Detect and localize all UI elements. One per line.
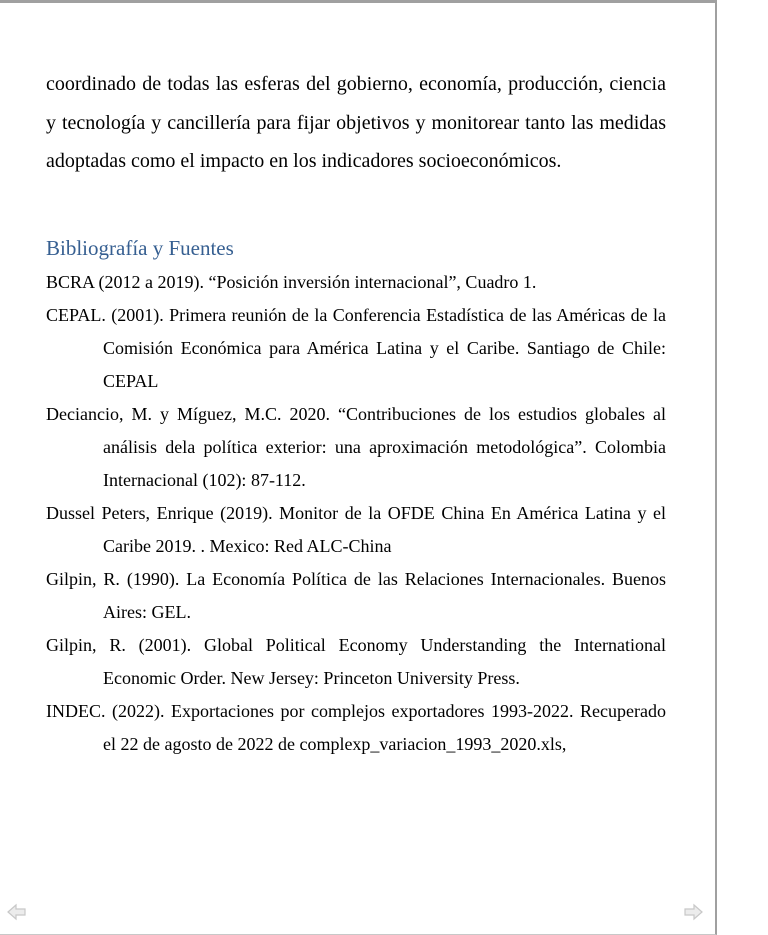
bibliography-entry-dussel: Dussel Peters, Enrique (2019). Monitor de la OFDE China En América Latina y el Caribe 2019. . Mexico: Red ALC-China [46, 503, 666, 556]
arrow-left-icon [6, 902, 28, 922]
bibliography-entry-cepal: CEPAL. (2001). Primera reunión de la Conferencia Estadística de las Américas de la Comisión Económica para América Latina y el Caribe. Santiago de Chile: CEPAL [46, 305, 666, 391]
bibliography-entry-indec: INDEC. (2022). Exportaciones por complejos exportadores 1993-2022. Recuperado el 22 de agosto de 2022 de complexp_variacion_1993_2020.xls, [46, 701, 666, 754]
bibliography-entry-gilpin-2001: Gilpin, R. (2001). Global Political Economy Understanding the International Economic Order. New Jersey: Princeton University Press. [46, 635, 666, 688]
section-heading: Bibliografía y Fuentes [46, 236, 234, 260]
bibliography-entry-deciancio: Deciancio, M. y Míguez, M.C. 2020. “Contribuciones de los estudios globales al análisis dela política exterior: una aproximación metodológica”. Colombia Internacional (102): 87-112. [46, 404, 666, 490]
arrow-right-icon [682, 902, 704, 922]
next-page-button[interactable] [682, 902, 704, 922]
prev-page-button[interactable] [6, 902, 28, 922]
intro-paragraph: coordinado de todas las esferas del gobierno, economía, producción, ciencia y tecnología y cancillería para fijar objetivos y monitorear tanto las medidas adoptadas como el impacto en los indicadores socioeconómicos. [46, 73, 666, 172]
bibliography-entry-bcra: BCRA (2012 a 2019). “Posición inversión internacional”, Cuadro 1. [46, 272, 537, 292]
bibliography-list [46, 266, 666, 761]
bibliography-entry-gilpin-1990: Gilpin, R. (1990). La Economía Política de las Relaciones Internacionales. Buenos Aires: GEL. [46, 569, 666, 622]
